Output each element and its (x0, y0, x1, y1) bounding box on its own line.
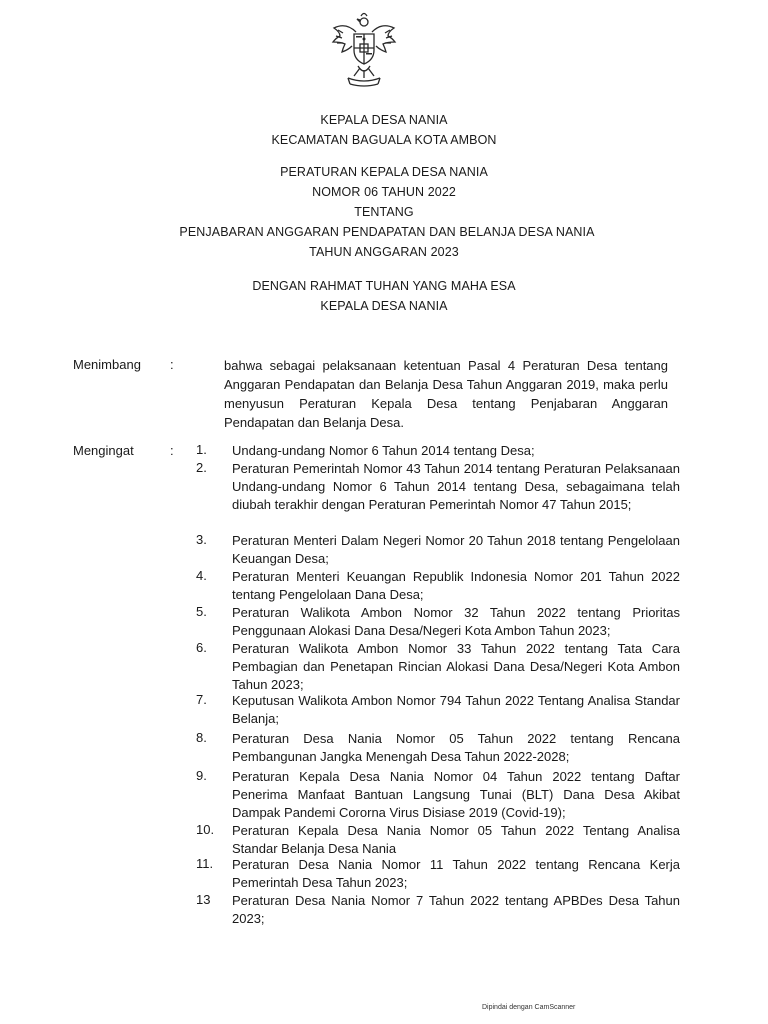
list-item-text: Peraturan Desa Nania Nomor 05 Tahun 2022 tentang Rencana Pembangunan Jangka Menengah Desa Tahun 2022-2028; (232, 731, 680, 764)
recalling-colon: : (170, 443, 174, 458)
regulation-title (0, 162, 768, 262)
list-item-text: Peraturan Desa Nania Nomor 7 Tahun 2022 tentang APBDes Desa Tahun 2023; (232, 893, 680, 926)
list-item-text: Peraturan Menteri Keuangan Republik Indonesia Nomor 201 Tahun 2022 tentang Pengelolaan Dana Desa; (232, 569, 680, 602)
preamble-line-grace: DENGAN RAHMAT TUHAN YANG MAHA ESA (252, 279, 516, 293)
list-item-number: 5. (196, 604, 207, 619)
list-item-number: 6. (196, 640, 207, 655)
list-item-text: Keputusan Walikota Ambon Nomor 794 Tahun 2022 Tentang Analisa Standar Belanja; (232, 693, 680, 726)
list-item-number: 10. (196, 822, 215, 837)
preamble-line-head: KEPALA DESA NANIA (320, 299, 448, 313)
recalling-label: Mengingat (73, 443, 134, 458)
list-item-number: 8. (196, 730, 207, 745)
title-line-subject: PENJABARAN ANGGARAN PENDAPATAN DAN BELANJA DESA NANIA (179, 225, 595, 239)
header-line-office: KEPALA DESA NANIA (320, 113, 448, 127)
list-item-number: 13 (196, 892, 211, 907)
list-item-number: 2. (196, 460, 207, 475)
scan-watermark: Dipindai dengan CamScanner (482, 1004, 576, 1011)
list-item-text: Peraturan Walikota Ambon Nomor 32 Tahun 2022 tentang Prioritas Penggunaan Alokasi Dana Desa/Negeri Kota Ambon Tahun 2023; (232, 605, 680, 638)
list-item-text: Peraturan Desa Nania Nomor 11 Tahun 2022 tentang Rencana Kerja Pemerintah Desa Tahun 2023; (232, 857, 680, 890)
considering-text: bahwa sebagai pelaksanaan ketentuan Pasal 4 Peraturan Desa tentang Anggaran Pendapatan dan Belanja Desa Tahun Anggaran 2019, maka perlu menyusun Peraturan Kepala Desa tentang Penjabaran Anggaran Pendapatan dan Belanja Desa. (224, 358, 668, 430)
title-line-fiscal-year: TAHUN ANGGARAN 2023 (309, 245, 459, 259)
title-line-regulation: PERATURAN KEPALA DESA NANIA (280, 165, 488, 179)
list-item-text: Undang-undang Nomor 6 Tahun 2014 tentang Desa; (232, 443, 535, 458)
preamble (0, 276, 768, 316)
list-item-number: 7. (196, 692, 207, 707)
document-header (0, 110, 768, 150)
considering-colon: : (170, 357, 174, 372)
list-item-text: Peraturan Walikota Ambon Nomor 33 Tahun 2022 tentang Tata Cara Pembagian dan Penetapan Rincian Alokasi Dana Desa/Negeri Kota Ambon Tahun 2023; (232, 641, 680, 692)
title-line-about: TENTANG (354, 205, 414, 219)
list-item-number: 11. (196, 856, 214, 871)
list-item-text: Peraturan Kepala Desa Nania Nomor 04 Tahun 2022 tentang Daftar Penerima Manfaat Bantuan Langsung Tunai (BLT) Dana Desa Akibat Dampak Pandemi Cororna Virus Disiase 2019 (Covid-19); (232, 769, 680, 820)
garuda-emblem-icon (330, 10, 398, 94)
list-item-number: 1. (196, 442, 207, 457)
list-item-text: Peraturan Kepala Desa Nania Nomor 05 Tahun 2022 Tentang Analisa Standar Belanja Desa Nania (232, 823, 680, 856)
list-item-text: Peraturan Pemerintah Nomor 43 Tahun 2014 tentang Peraturan Pelaksanaan Undang-undang Nomor 6 Tahun 2014 tentang Desa, sebagaimana telah diubah terakhir dengan Peraturan Pemerintah Nomor 47 Tahun 2015; (232, 461, 680, 512)
list-item-number: 9. (196, 768, 207, 783)
list-item-number: 4. (196, 568, 207, 583)
title-line-number: NOMOR 06 TAHUN 2022 (312, 185, 456, 199)
considering-label: Menimbang (73, 357, 141, 372)
header-line-district: KECAMATAN BAGUALA KOTA AMBON (271, 133, 497, 147)
list-item-number: 3. (196, 532, 207, 547)
list-item-text: Peraturan Menteri Dalam Negeri Nomor 20 Tahun 2018 tentang Pengelolaan Keuangan Desa; (232, 533, 680, 566)
